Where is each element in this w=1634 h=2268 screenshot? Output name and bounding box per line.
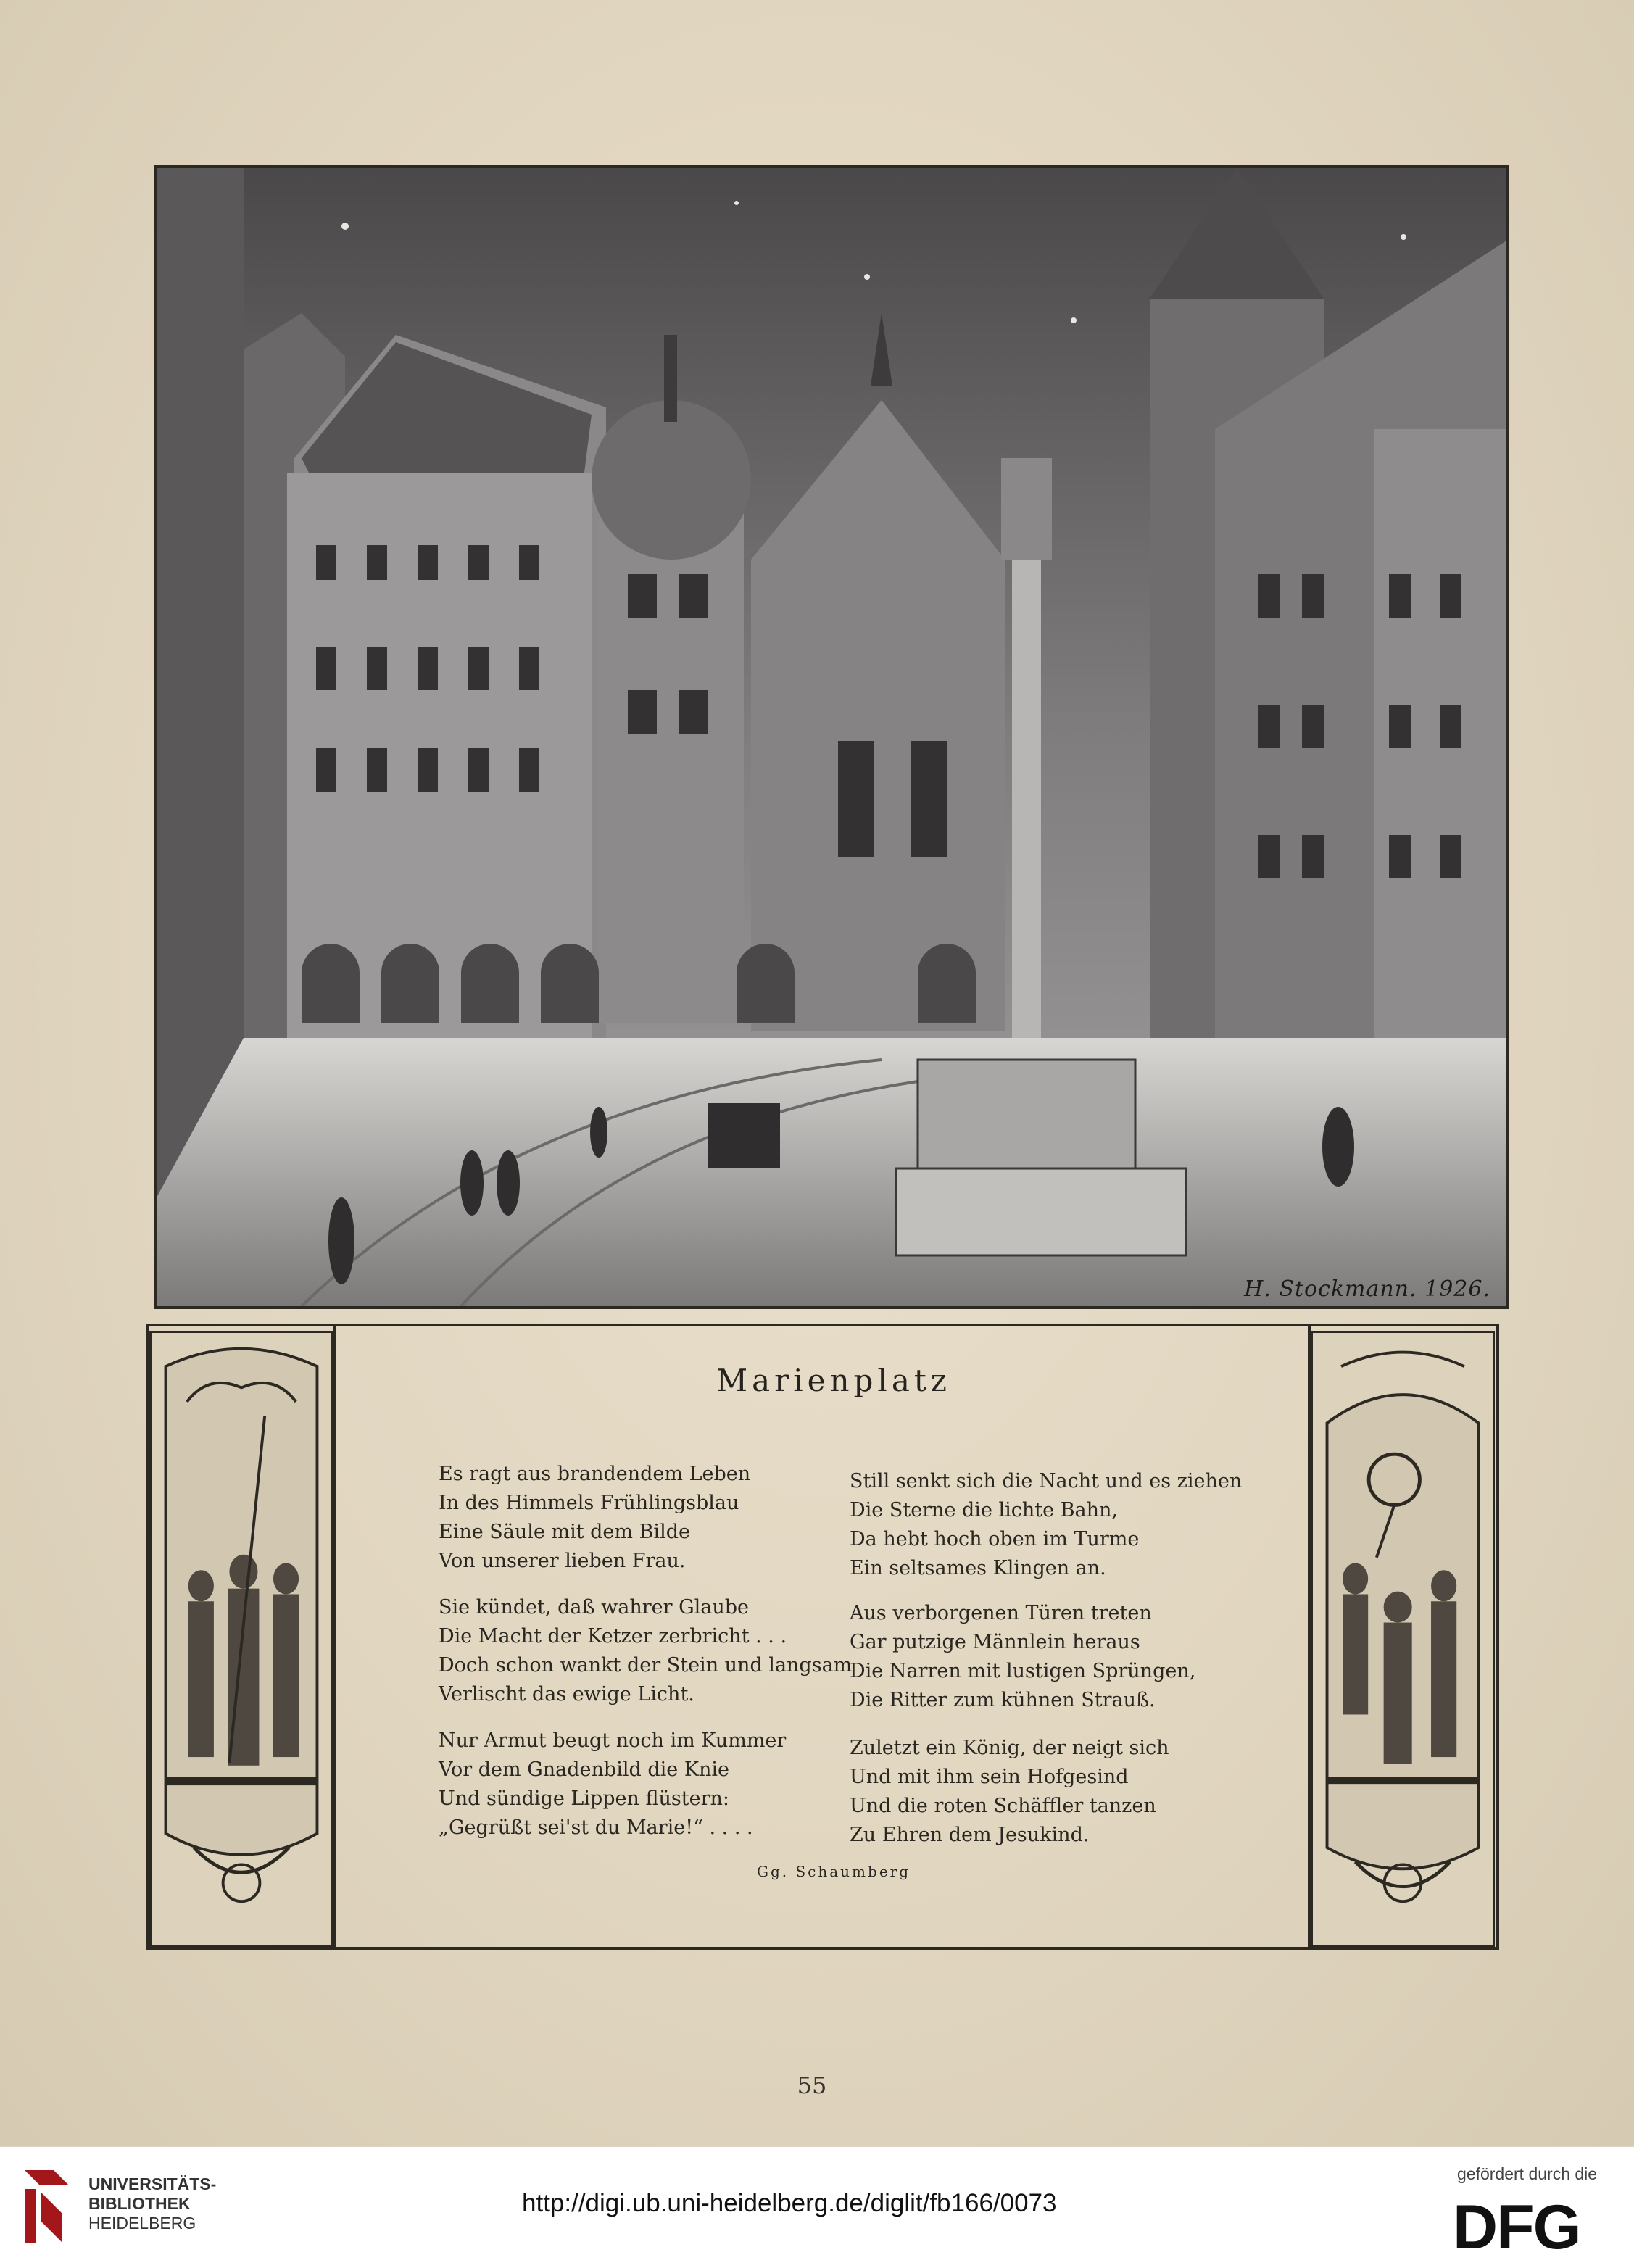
right-ornament-panel <box>1311 1331 1495 1947</box>
funding-note: gefördert durch die <box>1457 2164 1598 2183</box>
poem-line: Da hebt hoch oben im Turme <box>850 1528 1140 1550</box>
poem-line: Aus verborgenen Türen treten <box>850 1602 1152 1624</box>
digital-copy-link[interactable]: http://digi.ub.uni-heidelberg.de/diglit/fb166/0073 <box>522 2189 1057 2217</box>
artist-signature: H. Stockmann. 1926. <box>1244 1276 1490 1302</box>
poem-line: Ein seltsames Klingen an. <box>850 1557 1106 1579</box>
poem-line: Es ragt aus brandendem Leben <box>439 1463 751 1485</box>
knights-vignette <box>152 1333 331 1945</box>
library-name-line: HEIDELBERG <box>88 2214 196 2232</box>
library-name-line: BIBLIOTHEK <box>88 2194 191 2213</box>
poem-line: Zu Ehren dem Jesukind. <box>850 1824 1090 1846</box>
left-ornament-panel <box>149 1331 333 1947</box>
poem-line: Und die roten Schäffler tanzen <box>850 1795 1156 1817</box>
poem-line: „Gegrüßt sei'st du Marie!“ . . . . <box>439 1816 753 1839</box>
stanza-left-3 <box>439 1727 845 1843</box>
poem-line: Die Ritter zum kühnen Strauß. <box>850 1689 1156 1711</box>
stanza-left-2 <box>439 1593 853 1709</box>
poem-line: Und mit ihm sein Hofgesind <box>850 1766 1129 1788</box>
poem-line: Von unserer lieben Frau. <box>439 1550 686 1572</box>
marienplatz-illustration <box>154 165 1509 1309</box>
poem-line: Sie kündet, daß wahrer Glaube <box>439 1596 750 1619</box>
library-name-line: UNIVERSITÄTS- <box>88 2174 217 2193</box>
stanza-right-2 <box>850 1599 1256 1715</box>
poem-title: Marienplatz <box>716 1363 951 1398</box>
poem-line: Die Narren mit lustigen Sprüngen, <box>850 1660 1196 1682</box>
poem-line: Nur Armut beugt noch im Kummer <box>439 1729 787 1752</box>
poem-line: Vor dem Gnadenbild die Knie <box>439 1758 729 1781</box>
library-logo-icon <box>17 2163 75 2250</box>
poem-line: Die Sterne die lichte Bahn, <box>850 1499 1118 1521</box>
poem-line: Und sündige Lippen flüstern: <box>439 1787 729 1810</box>
frame-divider-left <box>333 1326 336 1947</box>
poem-line: Die Macht der Ketzer zerbricht . . . <box>439 1625 787 1648</box>
library-name <box>88 2174 216 2233</box>
poem-line: Doch schon wankt der Stein und langsam <box>439 1654 853 1677</box>
poem-line: Eine Säule mit dem Bilde <box>439 1521 690 1543</box>
poem-line: Gar putzige Männlein heraus <box>850 1631 1140 1653</box>
poem-line: Zuletzt ein König, der neigt sich <box>850 1737 1169 1759</box>
page-number: 55 <box>797 2072 827 2099</box>
dfg-logo: DFG <box>1453 2193 1580 2262</box>
poem-line: Still senkt sich die Nacht und es ziehen <box>850 1470 1243 1492</box>
poem-line: Verlischt das ewige Licht. <box>439 1683 694 1706</box>
jesters-vignette <box>1313 1333 1493 1945</box>
stanza-left-1 <box>439 1460 845 1576</box>
stanza-right-1 <box>850 1467 1256 1583</box>
poem-line: In des Himmels Frühlingsblau <box>439 1492 739 1514</box>
viewer-footer <box>0 2147 1634 2268</box>
stanza-right-3 <box>850 1734 1256 1850</box>
poem-author: Gg. Schaumberg <box>756 1863 911 1880</box>
city-square-drawing <box>157 168 1506 1306</box>
